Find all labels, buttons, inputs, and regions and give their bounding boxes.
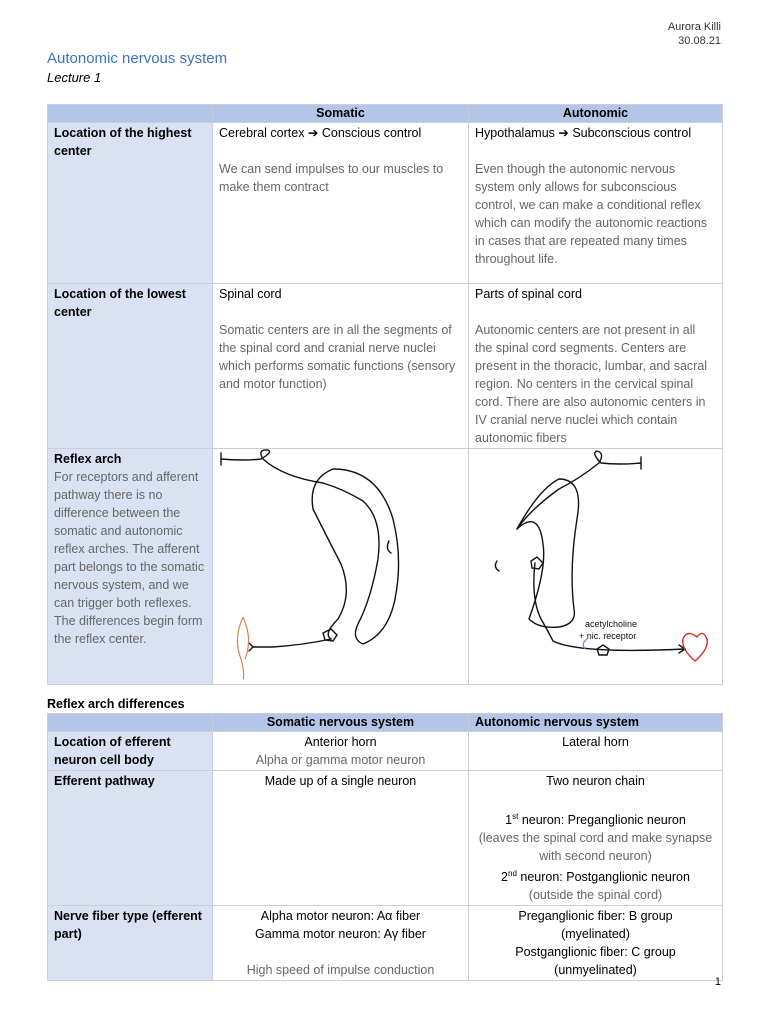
page-number: 1 [714, 976, 721, 988]
table-row [48, 284, 723, 449]
cell-note: Even though the autonomic nervous system only allows for subconscious control, we can make a conditional reflex which can modify the autonomic reactions in cases that are repeated many times throughout life. [475, 162, 708, 266]
row-head-highest-center: Location of the highest center [48, 123, 213, 284]
header-somatic: Somatic [213, 105, 469, 123]
row-head-efferent-cell-body: Location of efferent neuron cell body [48, 732, 213, 771]
fiber-line: (myelinated) [561, 927, 630, 942]
cell-main-text: Anterior horn [304, 735, 377, 749]
second-neuron-number: 2 [501, 870, 508, 885]
page-subtitle: Lecture 1 [47, 70, 102, 85]
cell-note: Somatic centers are in all the segments of the spinal cord and cranial nerve nuclei which performs somatic functions (sensory and motor function) [219, 323, 456, 391]
cell-note: Alpha or gamma motor neuron [255, 753, 426, 767]
header-somatic-ns: Somatic nervous system [213, 714, 469, 732]
cell-somatic-fiber [213, 906, 469, 981]
document-date: 30.08.21 [678, 35, 721, 47]
table-row [48, 906, 723, 981]
first-neuron-text: neuron: Preganglionic neuron [518, 813, 686, 828]
autonomic-reflex-arch-drawing [469, 449, 722, 679]
drawing-label-acetylcholine: acetylcholine [585, 619, 638, 629]
cell-autonomic-lowest [469, 284, 723, 449]
cell-note: High speed of impulse conduction [246, 963, 435, 978]
fiber-line: (unmyelinated) [554, 963, 637, 978]
section-title-reflex-arch-differences: Reflex arch differences [47, 697, 185, 711]
first-neuron-number: 1 [505, 813, 513, 828]
first-neuron-note: (leaves the spinal cord and make synapse with second neuron) [478, 831, 713, 864]
drawing-label-receptor: + nic. receptor [579, 631, 637, 641]
autonomic-reflex-drawing-cell [469, 449, 723, 685]
header-autonomic-ns: Autonomic nervous system [469, 714, 723, 732]
cell-note: Autonomic centers are not present in all the spinal cord segments. Centers are present in the thoracic, lumbar, and sacral region. No centers in the cervical spinal cord. There are also autonomic centers in IV cranial nerve nuclei which contain autonomic fibers [475, 323, 708, 445]
header-empty-cell [48, 105, 213, 123]
row-head-efferent-pathway: Efferent pathway [48, 771, 213, 906]
comparison-table [47, 104, 723, 685]
cell-somatic-cell-body [213, 732, 469, 771]
cell-autonomic-highest [469, 123, 723, 284]
fiber-line: Gamma motor neuron: Aγ fiber [255, 927, 426, 942]
fiber-line: Preganglionic fiber: B group [518, 909, 673, 924]
cell-main-text: Spinal cord [219, 287, 282, 301]
cell-autonomic-fiber [469, 906, 723, 981]
row-head-nerve-fiber-type: Nerve fiber type (efferent part) [48, 906, 213, 981]
page-title: Autonomic nervous system [47, 50, 228, 67]
reflex-arch-differences-table [47, 713, 723, 981]
somatic-reflex-arch-drawing [213, 449, 468, 679]
cell-autonomic-cell-body: Lateral horn [469, 732, 723, 771]
first-neuron-line [475, 808, 716, 829]
cell-main-text: Cerebral cortex ➔ Conscious control [219, 126, 422, 140]
table-header-row [48, 105, 723, 123]
table-row [48, 123, 723, 284]
row-head-text: Reflex arch [54, 452, 122, 466]
table-row [48, 449, 723, 685]
fiber-line: Postganglionic fiber: C group [515, 945, 676, 960]
cell-main-text: Two neuron chain [546, 774, 645, 788]
cell-somatic-pathway: Made up of a single neuron [213, 771, 469, 906]
row-head-lowest-center: Location of the lowest center [48, 284, 213, 449]
first-neuron-suffix: st [512, 812, 519, 821]
cell-main-text: Hypothalamus ➔ Subconscious control [475, 126, 692, 140]
row-head-reflex-arch [48, 449, 213, 685]
somatic-reflex-drawing-cell [213, 449, 469, 685]
second-neuron-text: neuron: Postganglionic neuron [516, 870, 690, 885]
cell-somatic-highest [213, 123, 469, 284]
second-neuron-suffix: nd [508, 869, 517, 879]
cell-autonomic-pathway [469, 771, 723, 906]
header-empty-cell [48, 714, 213, 732]
table-header-row [48, 714, 723, 732]
cell-main-text: Parts of spinal cord [475, 287, 582, 301]
table-row [48, 771, 723, 906]
table-row [48, 732, 723, 771]
author-name: Aurora Killi [667, 21, 721, 33]
second-neuron-line [475, 865, 716, 886]
fiber-line: Alpha motor neuron: Aα fiber [260, 909, 421, 924]
reflex-arch-note: For receptors and afferent pathway there is no difference between the somatic and autonomic reflex arches. The afferent part belongs to the somatic nervous system, and we can trigger both reflexes. The differences begin form the reflex center. [54, 470, 205, 646]
second-neuron-note: (outside the spinal cord) [528, 888, 663, 903]
cell-note: We can send impulses to our muscles to make them contract [219, 162, 444, 194]
header-autonomic: Autonomic [469, 105, 723, 123]
cell-somatic-lowest [213, 284, 469, 449]
